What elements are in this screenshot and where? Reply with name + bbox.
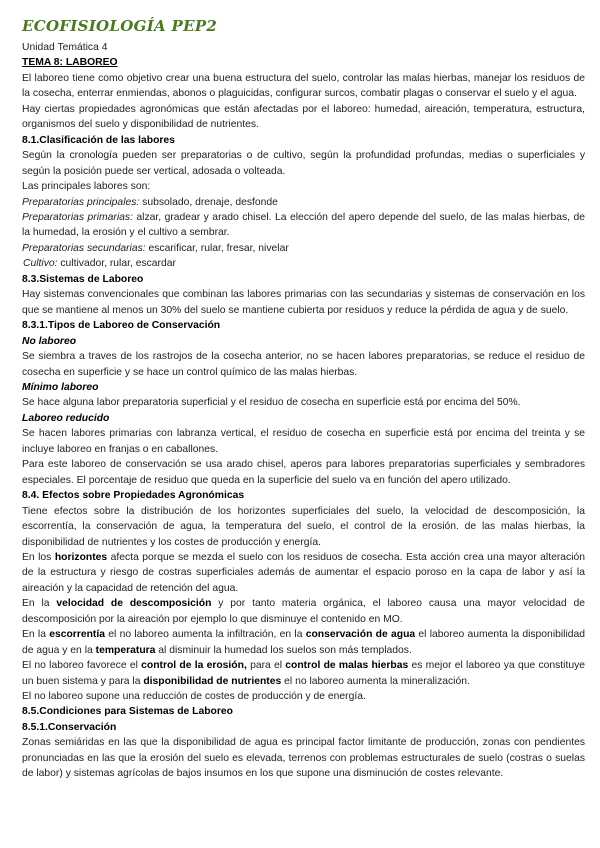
text-run: el no laboreo aumenta la infiltración, en la [105,629,306,641]
text-run: es mejor el laboreo ya que constituye un buen sistema y para la [22,660,586,687]
unit-label: Unidad Temática 4 [22,42,108,53]
emphasis: escorrentía [49,629,106,641]
paragraph [22,658,585,689]
labor-item [22,210,585,241]
section-heading: 8.1.Clasificación de las labores [22,134,175,146]
subsection-heading: 8.5.1.Conservación [22,721,117,733]
intro-paragraph: El laboreo tiene como objetivo crear una buena estructura del suelo, controlar las malas hierbas, manejar los residuos de la cosecha, enterrar enmiendas, abonos o plaguicidas, configurar surcos, combatir plagas o conservar el suelo y el agua. [22,72,585,100]
section-heading: 8.4. Efectos sobre Propiedades Agronómicas [22,490,245,502]
paragraph: Hay sistemas convencionales que combinan las labores primarias con las secundarias y sistemas de conservación en los que se mantiene al menos un 30% del suelo se mantiene cubierta por residuos y reduce la pérdida de agua y de suelo. [22,289,585,316]
paragraph: Para este laboreo de conservación se usa arado chisel, aperos para labores preparatorias superficiales y sembradores especiales. El porcentaje de residuo que queda en la superficie del suelo va en función del apero utilizado. [22,459,585,486]
paragraph: Se siembra a traves de los rastrojos de la cosecha anterior, no se hacen labores preparatorias, se reduce el residuo de cosecha en superficie y se hace un control químico de las malas hierbas. [22,351,585,378]
paragraph [22,596,585,627]
subsection-title: No laboreo [22,335,77,347]
labor-item-label: Preparatorias secundarias: [22,242,146,254]
paragraph: Tiene efectos sobre la distribución de los horizontes superficiales del suelo, la velocidad de descomposición, la escorrentía, la conservación de agua, la temperatura del suelo, el control de la erosión. de las malas hierbas, la disponibilidad de nutrientes y los costes de producción y energía. [22,505,585,548]
text-run: afecta porque se mezda el suelo con los residuos de cosecha. Esta acción crea una mayor alteración de la estructura y riesgo de costras superficiales además de aumentar el espacio poroso en la capa de labor y así la aireación y la capacidad de retención del agua. [22,551,586,594]
labor-item-label: Preparatorias primarias: [22,211,133,223]
intro-paragraph: Hay ciertas propiedades agronómicas que están afectadas por el laboreo: humedad, aireación, temperatura, estructura, organismos del suelo y disponibilidad de nutrientes. [22,103,585,131]
document-title: ECOFISIOLOGÍA PEP2 [22,17,218,35]
emphasis: disponibilidad de nutrientes [143,675,282,687]
labor-item [22,195,585,210]
paragraph [22,550,585,596]
emphasis: velocidad de descomposición [56,598,212,610]
paragraph: Según la cronología pueden ser preparatorias o de cultivo, según la profundidad profundas, medias o superficiales y según la posición puede ser vertical, adosada o volteada. [22,150,585,177]
emphasis: temperatura [95,644,156,656]
text-run: El no laboreo favorece el [22,660,142,672]
paragraph: Las principales labores son: [22,181,151,193]
labor-item-text: alzar, gradear y arado chisel. La elección del apero depende del suelo, de las malas hierbas, de la humedad, la erosión y el cultivo a sembrar. [22,211,585,239]
labor-item-label: Cultivo: [23,258,58,270]
text-run: el no laboreo aumenta la mineralización. [281,675,470,687]
emphasis: control de malas hierbas [285,660,409,672]
emphasis: conservación de agua [305,629,416,641]
labor-item-text: cultivador, rular, escardar [57,258,176,270]
labor-item [22,256,585,271]
section-heading: 8.3.1.Tipos de Laboreo de Conservación [22,320,221,332]
subsection-title: Laboreo reducido [22,412,110,424]
labor-item-text: subsolado, drenaje, desfonde [139,196,278,208]
paragraph: Se hacen labores primarias con labranza vertical, el residuo de cosecha en superficie está por encima del treinta y se incluye laboreo en franjas o en caballones. [22,428,585,455]
section-heading: 8.3.Sistemas de Laboreo [22,273,144,285]
text-run: al disminuir la humedad los suelos son más templados. [155,644,412,656]
subsection-title: Mínimo laboreo [22,381,99,393]
document-page [22,14,585,782]
text-run: En la [22,598,57,610]
paragraph: Se hace alguna labor preparatoria superficial y el residuo de cosecha en superficie está por encima del 50%. [22,397,521,409]
labor-item [22,241,585,256]
paragraph: El no laboreo supone una reducción de costes de producción y de energía. [22,691,366,703]
paragraph [22,627,585,658]
text-run: para el [246,660,286,672]
paragraph: Zonas semiáridas en las que la disponibilidad de agua es principal factor limitante de producción, zonas con pendientes pronunciadas en las que la erosión del suelo es elevada, terrenos con problemas estructurales de suelo (costras o suelas de labor) y sistemas agrícolas de bajos insumos en los que supone una disminución de costes relevante. [22,737,585,780]
emphasis: horizontes [54,551,108,563]
text-run: y por tanto materia orgánica, el laboreo causa una mayor velocidad de descomposición por la aireación por ejemplo lo que disminuye el contenido en MO. [22,598,585,625]
text-run: En la [22,629,50,641]
section-heading: 8.5.Condiciones para Sistemas de Laboreo [22,706,233,718]
topic-heading: TEMA 8: LABOREO [22,57,118,69]
emphasis: control de la erosión, [141,660,247,672]
labor-item-label: Preparatorias principales: [22,196,140,208]
labor-item-text: escarificar, rular, fresar, nivelar [145,242,289,254]
text-run: En los [22,551,55,563]
text-run: el laboreo aumenta la disponibilidad de agua y en la [22,629,586,656]
